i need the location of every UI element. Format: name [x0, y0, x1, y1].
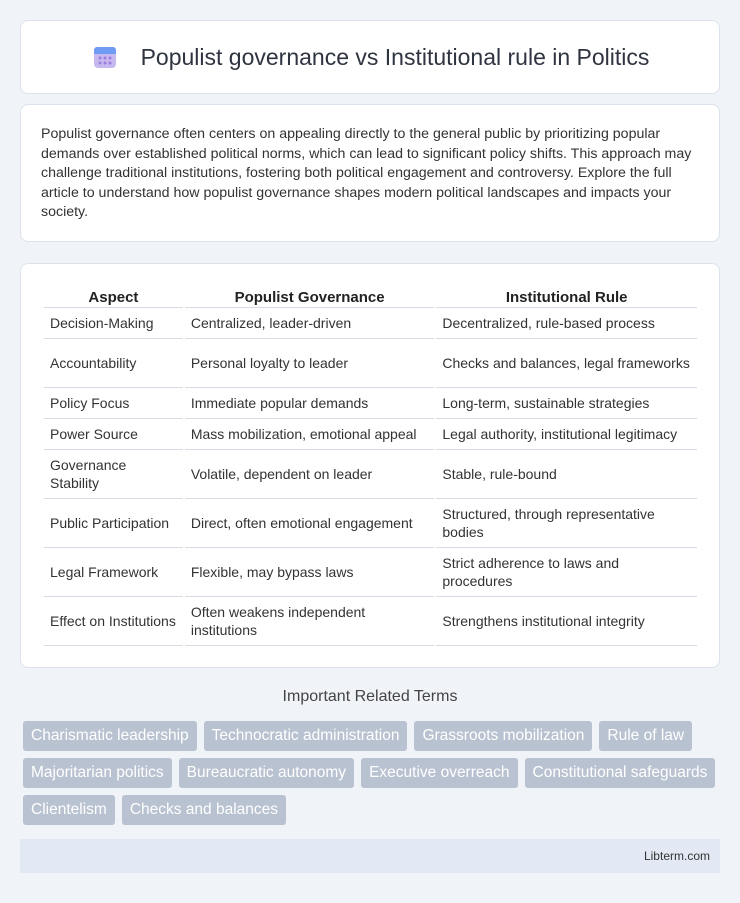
term-tag[interactable]: Grassroots mobilization: [414, 721, 592, 751]
populist-cell: Direct, often emotional engagement: [185, 499, 435, 548]
institutional-cell: Structured, through representative bodies: [436, 499, 697, 548]
header-aspect: Aspect: [44, 284, 183, 308]
aspect-cell: Policy Focus: [44, 388, 183, 419]
aspect-cell: Effect on Institutions: [44, 597, 183, 646]
term-tag[interactable]: Executive overreach: [361, 758, 517, 788]
footer-brand[interactable]: Libterm.com: [643, 849, 710, 863]
populist-cell: Immediate popular demands: [185, 388, 435, 419]
footer: [20, 839, 720, 873]
calendar-icon: [91, 43, 119, 71]
header-populist-governance: Populist Governance: [185, 284, 435, 308]
aspect-cell: Accountability: [44, 339, 183, 388]
comparison-table: [42, 284, 699, 646]
table-row: [44, 450, 697, 499]
table-row: [44, 339, 697, 388]
term-tag[interactable]: Majoritarian politics: [23, 758, 172, 788]
header-card: [20, 20, 720, 94]
table-row: [44, 388, 697, 419]
term-tag[interactable]: Charismatic leadership: [23, 721, 197, 751]
related-terms-title: Important Related Terms: [282, 688, 458, 705]
populist-cell: Mass mobilization, emotional appeal: [185, 419, 435, 450]
term-tag[interactable]: Clientelism: [23, 795, 115, 825]
institutional-cell: Stable, rule-bound: [436, 450, 697, 499]
intro-text: Populist governance often centers on appealing directly to the general public by prioritizing popular demands over established political norms, which can lead to significant policy shifts. This approach may challenge traditional institutions, fostering both political engagement and controversy. Explore the full article to understand how populist governance shapes modern political landscapes and impacts your society.: [41, 126, 692, 221]
institutional-cell: Strict adherence to laws and procedures: [436, 548, 697, 597]
aspect-cell: Legal Framework: [44, 548, 183, 597]
populist-cell: Personal loyalty to leader: [185, 339, 435, 388]
institutional-cell: Legal authority, institutional legitimacy: [436, 419, 697, 450]
institutional-cell: Decentralized, rule-based process: [436, 308, 697, 339]
term-tag[interactable]: Technocratic administration: [204, 721, 408, 751]
aspect-cell: Governance Stability: [44, 450, 183, 499]
table-row: [44, 499, 697, 548]
aspect-cell: Decision-Making: [44, 308, 183, 339]
populist-cell: Flexible, may bypass laws: [185, 548, 435, 597]
populist-cell: Centralized, leader-driven: [185, 308, 435, 339]
aspect-cell: Public Participation: [44, 499, 183, 548]
header-institutional-rule: Institutional Rule: [436, 284, 697, 308]
populist-cell: Often weakens independent institutions: [185, 597, 435, 646]
term-tag[interactable]: Constitutional safeguards: [525, 758, 716, 788]
table-row: [44, 308, 697, 339]
aspect-cell: Power Source: [44, 419, 183, 450]
table-header-row: [44, 284, 697, 308]
comparison-table-card: [20, 263, 720, 668]
populist-cell: Volatile, dependent on leader: [185, 450, 435, 499]
page-title: Populist governance vs Institutional rule in Politics: [140, 43, 650, 70]
related-terms-list: [23, 721, 723, 825]
term-tag[interactable]: Rule of law: [599, 721, 692, 751]
intro-card: [20, 104, 720, 242]
term-tag[interactable]: Bureaucratic autonomy: [179, 758, 354, 788]
institutional-cell: Checks and balances, legal frameworks: [436, 339, 697, 388]
institutional-cell: Long-term, sustainable strategies: [436, 388, 697, 419]
table-row: [44, 548, 697, 597]
table-row: [44, 419, 697, 450]
term-tag[interactable]: Checks and balances: [122, 795, 286, 825]
institutional-cell: Strengthens institutional integrity: [436, 597, 697, 646]
table-row: [44, 597, 697, 646]
